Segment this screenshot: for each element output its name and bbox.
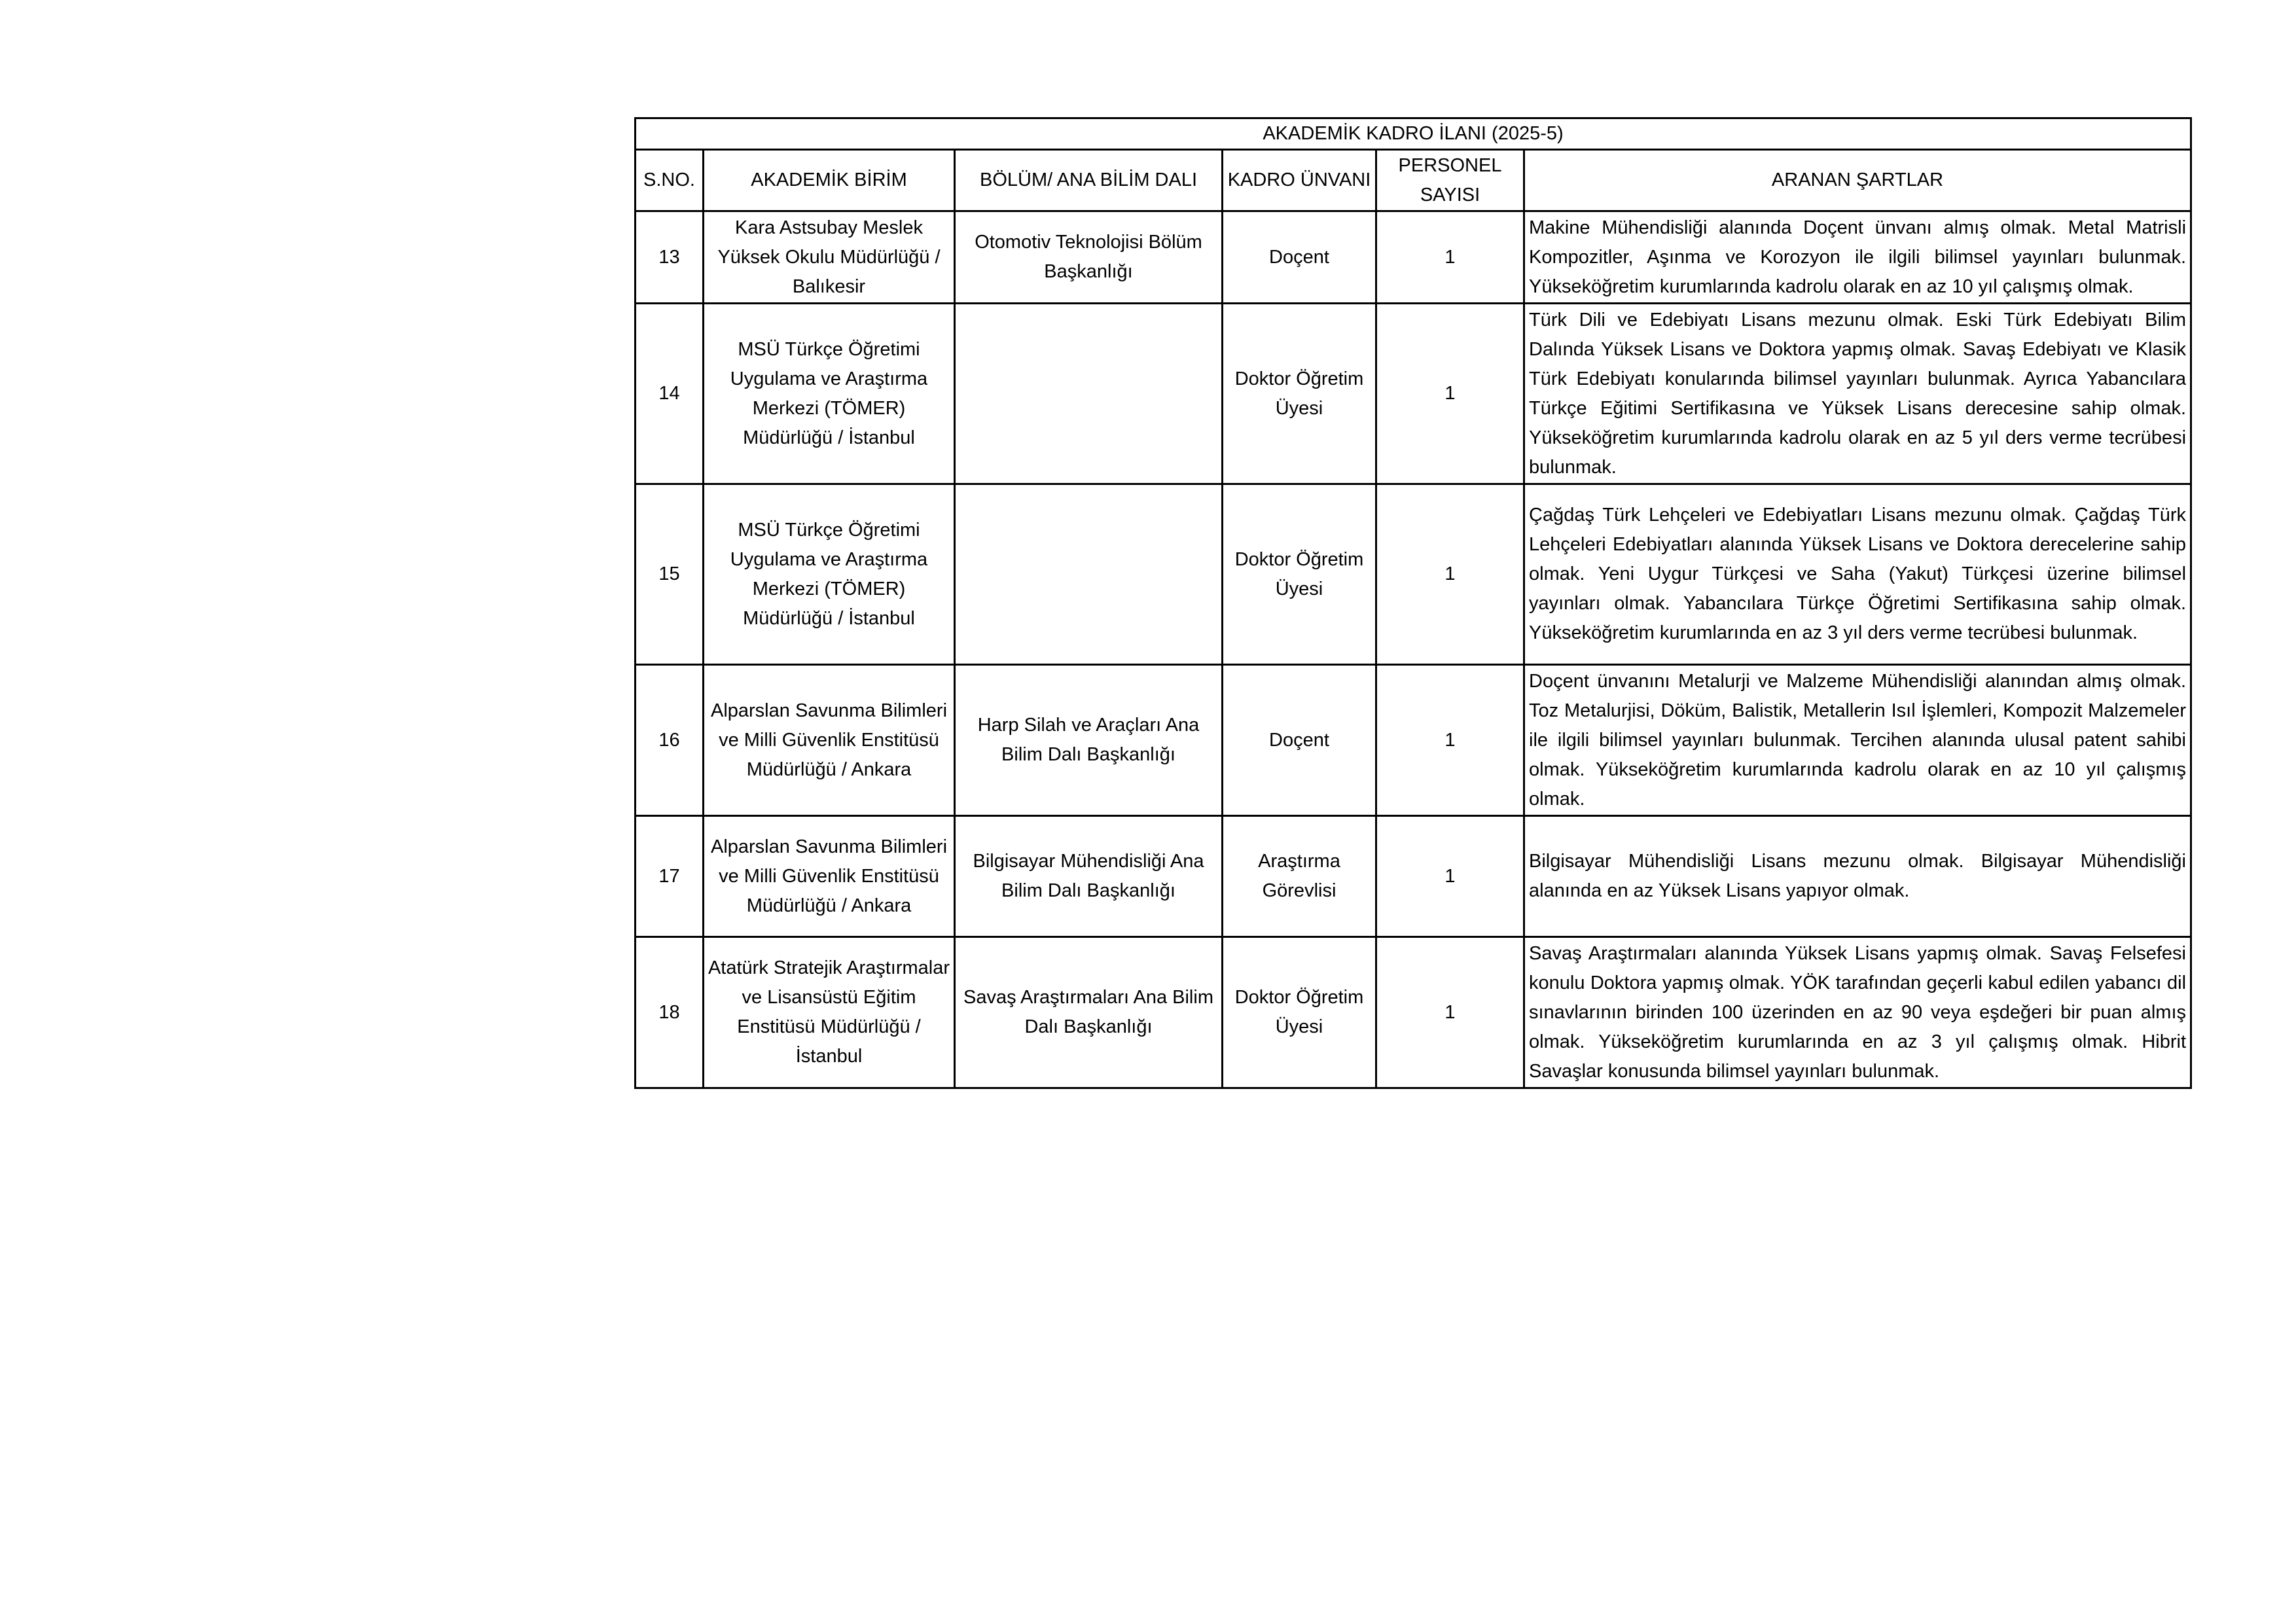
cell-department (955, 304, 1223, 484)
cell-sno: 16 (636, 665, 704, 816)
cell-requirements: Bilgisayar Mühendisliği Lisans mezunu olmak. Bilgisayar Mühendisliği alanında en az Yüksek Lisans yapıyor olmak. (1524, 816, 2191, 937)
cell-sno: 13 (636, 211, 704, 304)
cell-requirements: Doçent ünvanını Metalurji ve Malzeme Mühendisliği alanından almış olmak. Toz Metalurjisi, Döküm, Balistik, Metallerin Isıl İşlemleri, Kompozit Malzemeler ile ilgili bilimsel yayınları bulunmak. Tercihen alanında ulusal patent sahibi olmak. Yükseköğretim kurumlarında kadrolu olarak en az 10 yıl çalışmış olmak. (1524, 665, 2191, 816)
cell-academic-unit: MSÜ Türkçe Öğretimi Uygulama ve Araştırma Merkezi (TÖMER) Müdürlüğü / İstanbul (704, 304, 955, 484)
table-header-row (636, 150, 2191, 211)
table-row (636, 484, 2191, 665)
table-title: AKADEMİK KADRO İLANI (2025-5) (636, 118, 2191, 150)
table-title-row (636, 118, 2191, 150)
table-row (636, 665, 2191, 816)
cell-position-title: Doktor Öğretim Üyesi (1223, 484, 1376, 665)
cell-department: Harp Silah ve Araçları Ana Bilim Dalı Başkanlığı (955, 665, 1223, 816)
cell-staff-count: 1 (1376, 665, 1524, 816)
header-sno: S.NO. (636, 150, 704, 211)
cell-staff-count: 1 (1376, 304, 1524, 484)
cell-position-title: Doktor Öğretim Üyesi (1223, 937, 1376, 1088)
cell-department (955, 484, 1223, 665)
table-row (636, 937, 2191, 1088)
table-row (636, 304, 2191, 484)
cell-department: Bilgisayar Mühendisliği Ana Bilim Dalı Başkanlığı (955, 816, 1223, 937)
table-row (636, 211, 2191, 304)
cell-position-title: Doçent (1223, 211, 1376, 304)
cell-sno: 17 (636, 816, 704, 937)
cell-sno: 18 (636, 937, 704, 1088)
table-row (636, 816, 2191, 937)
cell-academic-unit: Alparslan Savunma Bilimleri ve Milli Güvenlik Enstitüsü Müdürlüğü / Ankara (704, 816, 955, 937)
cell-academic-unit: Alparslan Savunma Bilimleri ve Milli Güvenlik Enstitüsü Müdürlüğü / Ankara (704, 665, 955, 816)
header-staff-count: PERSONEL SAYISI (1376, 150, 1524, 211)
cell-position-title: Doktor Öğretim Üyesi (1223, 304, 1376, 484)
cell-requirements: Çağdaş Türk Lehçeleri ve Edebiyatları Lisans mezunu olmak. Çağdaş Türk Lehçeleri Edebiyatları alanında Yüksek Lisans ve Doktora derecelerine sahip olmak. Yeni Uygur Türkçesi ve Saha (Yakut) Türkçesi üzerine bilimsel yayınları olmak. Yabancılara Türkçe Öğretimi Sertifikasına sahip olmak. Yükseköğretim kurumlarında en az 3 yıl ders verme tecrübesi bulunmak. (1524, 484, 2191, 665)
cell-requirements: Türk Dili ve Edebiyatı Lisans mezunu olmak. Eski Türk Edebiyatı Bilim Dalında Yüksek Lisans ve Doktora yapmış olmak. Savaş Edebiyatı ve Klasik Türk Edebiyatı konularında bilimsel yayınları bulunmak. Ayrıca Yabancılara Türkçe Eğitimi Sertifikasına ve Yüksek Lisans derecesine sahip olmak. Yükseköğretim kurumlarında kadrolu olarak en az 5 yıl ders verme tecrübesi bulunmak. (1524, 304, 2191, 484)
cell-staff-count: 1 (1376, 484, 1524, 665)
cell-academic-unit: MSÜ Türkçe Öğretimi Uygulama ve Araştırma Merkezi (TÖMER) Müdürlüğü / İstanbul (704, 484, 955, 665)
cell-position-title: Doçent (1223, 665, 1376, 816)
cell-department: Savaş Araştırmaları Ana Bilim Dalı Başkanlığı (955, 937, 1223, 1088)
header-position-title: KADRO ÜNVANI (1223, 150, 1376, 211)
cell-position-title: Araştırma Görevlisi (1223, 816, 1376, 937)
cell-requirements: Makine Mühendisliği alanında Doçent ünvanı almış olmak. Metal Matrisli Kompozitler, Aşınma ve Korozyon ile ilgili bilimsel yayınları bulunmak. Yükseköğretim kurumlarında kadrolu olarak en az 10 yıl çalışmış olmak. (1524, 211, 2191, 304)
cell-requirements: Savaş Araştırmaları alanında Yüksek Lisans yapmış olmak. Savaş Felsefesi konulu Doktora yapmış olmak. YÖK tarafından geçerli kabul edilen yabancı dil sınavlarının birinden 100 üzerinden en az 90 veya eşdeğeri bir puan almış olmak. Yükseköğretim kurumlarında en az 3 yıl çalışmış olmak. Hibrit Savaşlar konusunda bilimsel yayınları bulunmak. (1524, 937, 2191, 1088)
header-department: BÖLÜM/ ANA BİLİM DALI (955, 150, 1223, 211)
academic-staff-table (634, 117, 2192, 1089)
cell-academic-unit: Atatürk Stratejik Araştırmalar ve Lisansüstü Eğitim Enstitüsü Müdürlüğü / İstanbul (704, 937, 955, 1088)
header-requirements: ARANAN ŞARTLAR (1524, 150, 2191, 211)
cell-staff-count: 1 (1376, 211, 1524, 304)
cell-sno: 14 (636, 304, 704, 484)
cell-staff-count: 1 (1376, 937, 1524, 1088)
cell-staff-count: 1 (1376, 816, 1524, 937)
cell-sno: 15 (636, 484, 704, 665)
cell-academic-unit: Kara Astsubay Meslek Yüksek Okulu Müdürlüğü / Balıkesir (704, 211, 955, 304)
header-academic-unit: AKADEMİK BİRİM (704, 150, 955, 211)
cell-department: Otomotiv Teknolojisi Bölüm Başkanlığı (955, 211, 1223, 304)
